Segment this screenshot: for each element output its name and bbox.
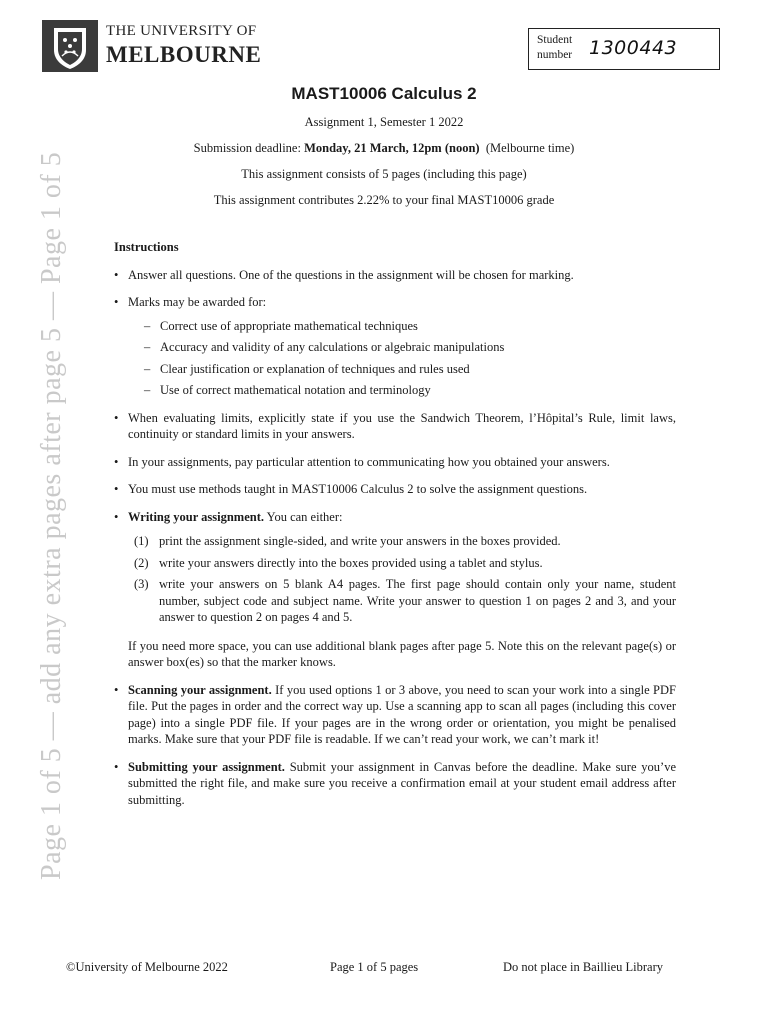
bullet-icon: • <box>114 454 119 469</box>
dash-icon: – <box>144 383 151 397</box>
dash-icon: – <box>144 340 151 354</box>
bullet-icon: • <box>114 295 119 309</box>
list-item-text: write your answers directly into the boxes provided using a tablet and stylus. <box>159 555 543 570</box>
bullet-text: You can either: <box>264 509 343 524</box>
writing-options-list <box>134 533 676 626</box>
footer-copyright: ©University of Melbourne 2022 <box>66 960 228 974</box>
bullet-text: Submit your assignment in Canvas before the deadline. Make sure you’ve submitted the right file, and make sure you receive a confirmation email at your student email address after submitting. <box>128 759 676 807</box>
list-item-number: (3) <box>134 577 149 591</box>
list-item <box>134 533 676 550</box>
instruction-bullet <box>114 454 676 471</box>
bullet-icon: • <box>114 759 119 774</box>
deadline-note: (Melbourne time) <box>485 141 575 155</box>
submission-deadline <box>0 141 768 156</box>
instruction-bullet <box>114 682 676 748</box>
deadline-label: Submission deadline: <box>193 141 305 155</box>
bullet-bold-lead: Scanning your assignment. <box>128 682 272 697</box>
instruction-bullet <box>114 294 676 399</box>
instruction-bullet <box>114 410 676 443</box>
footer-library-note: Do not place in Baillieu Library <box>503 960 664 974</box>
list-item <box>144 318 676 335</box>
list-item-text: write your answers on 5 blank A4 pages. The first page should contain only your name, student number, subject code and subject name. Write your answer to question 1 on pages 2 and 3, and your answer to question 2 on pages 4 and 5. <box>159 577 676 624</box>
pages-info: This assignment consists of 5 pages (including this page) <box>241 167 527 181</box>
bullet-icon: • <box>114 410 119 425</box>
list-item-text: Clear justification or explanation of techniques and rules used <box>160 361 470 376</box>
instructions-heading: Instructions <box>114 240 179 254</box>
student-number-box <box>528 28 720 70</box>
list-item <box>144 339 676 356</box>
bullet-icon: • <box>114 482 119 496</box>
marks-criteria-list <box>144 318 676 399</box>
bullet-text: Answer all questions. One of the questions in the assignment will be chosen for marking. <box>128 267 574 282</box>
logo-text-line1: THE UNIVERSITY OF <box>106 23 257 39</box>
university-crest-icon <box>42 20 98 72</box>
student-label-line1: Student <box>537 34 573 46</box>
instructions-section <box>114 239 676 819</box>
assignment-subtitle: Assignment 1, Semester 1 2022 <box>304 115 464 129</box>
list-item-number: (1) <box>134 534 149 548</box>
university-logo <box>42 20 262 72</box>
bullet-icon: • <box>114 509 119 524</box>
list-item-text: Correct use of appropriate mathematical techniques <box>160 318 418 333</box>
bullet-bold-lead: Writing your assignment. <box>128 509 265 524</box>
list-item <box>134 555 676 572</box>
instruction-bullet <box>114 509 676 671</box>
side-watermark: Page 1 of 5 — add any extra pages after page 5 — Page 1 of 5 <box>36 151 67 880</box>
bullet-text: If you used options 1 or 3 above, you need to scan your work into a single PDF file. Put the pages in order and the correct way up. Use a scanning app to scan all pages (including this cover page) into a single PDF file. If your pages are in the wrong order or orientation, you might be penalised marks. Make sure that your PDF file is readable. If we can’t read your work, we can’t mark it! <box>128 682 676 746</box>
student-label-line2: number <box>537 49 573 61</box>
bullet-text: In your assignments, pay particular attention to communicating how you obtained your answers. <box>128 454 610 469</box>
student-number-value: 1300443 <box>589 37 678 59</box>
bullet-icon: • <box>114 682 119 697</box>
student-number-label <box>537 33 572 63</box>
list-item-text: Accuracy and validity of any calculations or algebraic manipulations <box>160 340 505 354</box>
deadline-value: Monday, 21 March, 12pm (noon) <box>304 141 480 155</box>
bullet-icon: • <box>114 267 119 282</box>
bullet-bold-lead: Submitting your assignment. <box>128 759 285 774</box>
list-item-number: (2) <box>134 555 149 570</box>
extra-space-note: If you need more space, you can use additional blank pages after page 5. Note this on the relevant page(s) or answer box(es) so that the marker knows. <box>128 638 676 669</box>
list-item <box>144 361 676 378</box>
instruction-bullet <box>114 759 676 809</box>
list-item-text: Use of correct mathematical notation and terminology <box>160 383 431 397</box>
footer-page-number: Page 1 of 5 pages <box>330 960 419 974</box>
list-item <box>144 382 676 399</box>
list-item-text: print the assignment single-sided, and write your answers in the boxes provided. <box>159 534 561 548</box>
dash-icon: – <box>144 318 151 333</box>
contribution-info: This assignment contributes 2.22% to your final MAST10006 grade <box>213 193 555 207</box>
page-title: MAST10006 Calculus 2 <box>291 84 477 103</box>
list-item <box>134 576 676 626</box>
bullet-text: When evaluating limits, explicitly state if you use the Sandwich Theorem, l’Hôpital’s Rule, limit laws, continuity or standard limits in your answers. <box>128 410 676 441</box>
dash-icon: – <box>144 361 151 376</box>
instruction-bullet <box>114 267 676 284</box>
instruction-bullet <box>114 481 676 498</box>
bullet-text: Marks may be awarded for: <box>128 295 267 309</box>
bullet-text: You must use methods taught in MAST10006 Calculus 2 to solve the assignment questions. <box>128 482 588 496</box>
logo-text-line2: MELBOURNE <box>106 42 262 67</box>
